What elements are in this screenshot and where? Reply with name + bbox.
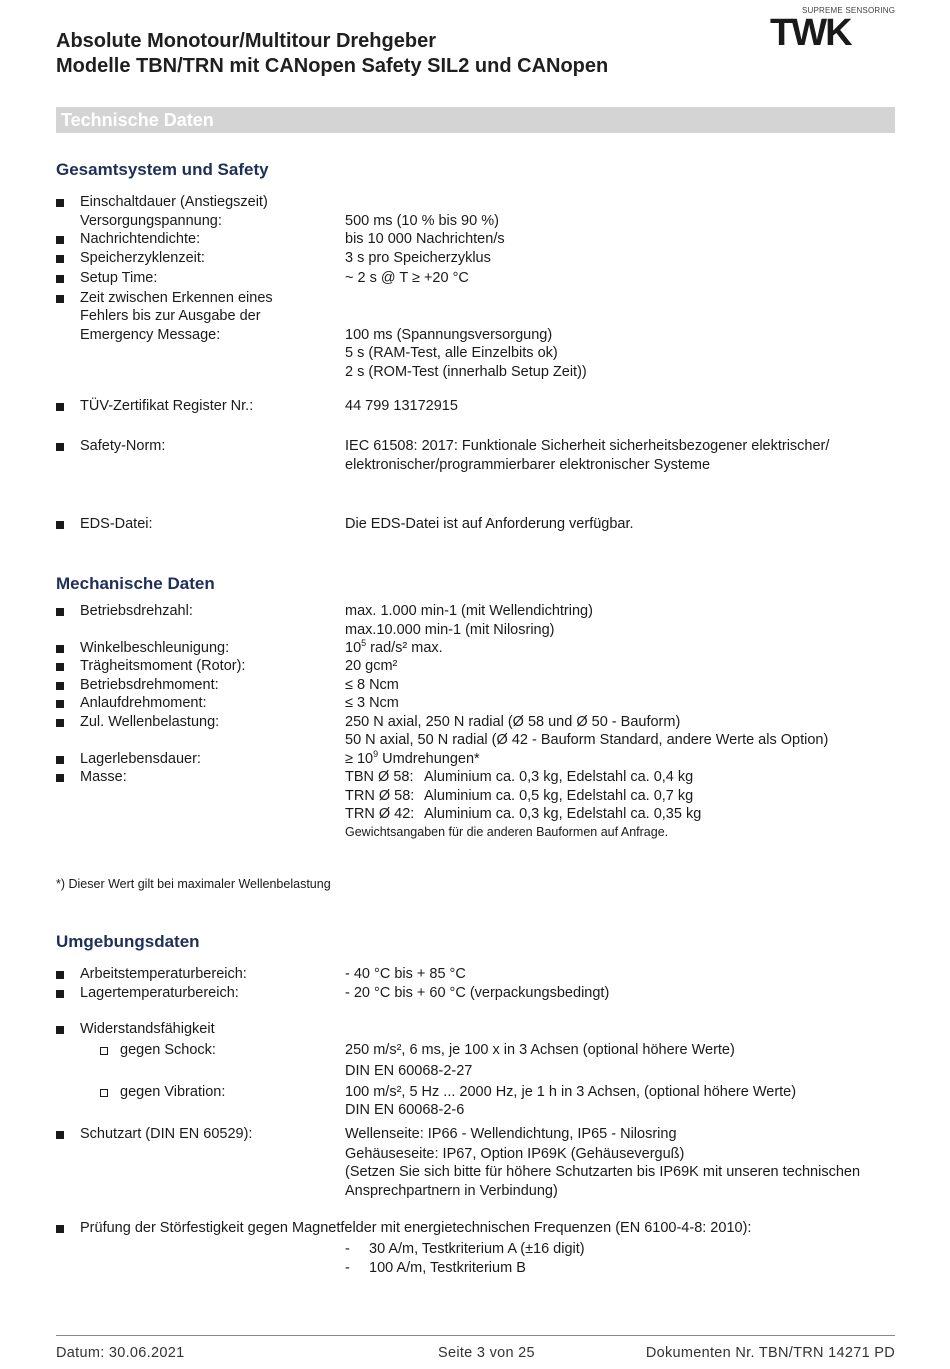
value-vibration-line1: 100 m/s², 5 Hz ... 2000 Hz, je 1 h in 3 Achsen, (optional höhere Werte) (345, 1084, 797, 1100)
bullet-icon (56, 719, 64, 727)
bullet-icon (56, 774, 64, 782)
value-vibration-line2: DIN EN 60068-2-6 (345, 1102, 465, 1118)
value-schutzart-line3: (Setzen Sie sich bitte für höhere Schutzarten bis IP69K mit unseren technischen (345, 1164, 861, 1180)
label-lagertemperatur: Lagertemperaturbereich: (80, 985, 239, 1001)
label-betriebsdrehmoment: Betriebsdrehmoment: (80, 677, 219, 693)
label-speicherzyklenzeit: Speicherzyklenzeit: (80, 250, 205, 266)
value-speicherzyklenzeit: 3 s pro Speicherzyklus (345, 250, 491, 266)
footer-date: Datum: 30.06.2021 (56, 1345, 185, 1361)
value-betriebsdrehzahl-line2: max.10.000 min-1 (mit Nilosring) (345, 622, 555, 638)
logo-text: TWK (770, 14, 851, 48)
document-title-line1: Absolute Monotour/Multitour Drehgeber (56, 30, 436, 52)
bullet-icon (56, 1225, 64, 1233)
masse-model: TRN Ø 42: (345, 806, 415, 822)
label-nachrichtendichte: Nachrichtendichte: (80, 231, 201, 247)
checkbox-square-icon (100, 1089, 108, 1097)
bullet-icon (56, 295, 64, 303)
value-winkelbeschleunigung: $10^5$ rad/s² max. (345, 638, 443, 656)
bullet-icon (56, 663, 64, 671)
label-betriebsdrehzahl: Betriebsdrehzahl: (80, 603, 193, 619)
label-zeit-line1: Zeit zwischen Erkennen eines (80, 290, 273, 306)
label-schutzart: Schutzart (DIN EN 60529): (80, 1126, 253, 1142)
bullet-icon (56, 608, 64, 616)
masse-value: Aluminium ca. 0,3 kg, Edelstahl ca. 0,4 kg (424, 769, 694, 785)
bullet-icon (56, 443, 64, 451)
value-arbeitstemperatur: - 40 °C bis + 85 °C (345, 966, 466, 982)
bullet-icon (56, 255, 64, 263)
heading-mechanische-daten: Mechanische Daten (56, 574, 215, 593)
value-eds: Die EDS-Datei ist auf Anforderung verfügbar. (345, 516, 634, 532)
label-schock: gegen Schock: (120, 1042, 216, 1058)
pruefung-item: 30 A/m, Testkriterium A (±16 digit) (369, 1241, 585, 1257)
label-vibration: gegen Vibration: (120, 1084, 226, 1100)
value-schock-line1: 250 m/s², 6 ms, je 100 x in 3 Achsen (optional höhere Werte) (345, 1042, 735, 1058)
label-pruefung: Prüfung der Störfestigkeit gegen Magnetfelder mit energietechnischen Frequenzen (EN 6100-4-8: 2010): (80, 1220, 752, 1236)
bullet-icon (56, 700, 64, 708)
bullet-icon (56, 1026, 64, 1034)
bullet-icon (56, 236, 64, 244)
footer-document-number: Dokumenten Nr. TBN/TRN 14271 PD (645, 1345, 895, 1361)
bullet-icon (56, 990, 64, 998)
masse-value: Aluminium ca. 0,5 kg, Edelstahl ca. 0,7 kg (424, 788, 694, 804)
value-setup-time: ~ 2 s @ T ≥ +20 °C (345, 270, 469, 286)
label-anlaufdrehmoment: Anlaufdrehmoment: (80, 695, 207, 711)
value-safety-norm-line1: IEC 61508: 2017: Funktionale Sicherheit sicherheitsbezogener elektrischer/ (345, 438, 830, 454)
value-nachrichtendichte: bis 10 000 Nachrichten/s (345, 231, 505, 247)
bullet-icon (56, 682, 64, 690)
label-safety-norm: Safety-Norm: (80, 438, 166, 454)
label-masse: Masse: (80, 769, 127, 785)
label-winkelbeschleunigung: Winkelbeschleunigung: (80, 640, 230, 656)
value-traegheitsmoment: 20 gcm² (345, 658, 398, 674)
value-wellenbelastung-line2: 50 N axial, 50 N radial (Ø 42 - Bauform Standard, andere Werte als Option) (345, 732, 829, 748)
label-versorgungspannung: Versorgungspannung: (80, 213, 222, 229)
section-bar-title: Technische Daten (61, 110, 214, 130)
label-lagerlebensdauer: Lagerlebensdauer: (80, 751, 201, 767)
bullet-icon (56, 521, 64, 529)
bullet-icon (56, 971, 64, 979)
value-betriebsdrehzahl-line1: max. 1.000 min-1 (mit Wellendichtring) (345, 603, 593, 619)
label-zeit-line3: Emergency Message: (80, 327, 221, 343)
bullet-icon (56, 403, 64, 411)
dash-marker: - (345, 1241, 350, 1257)
value-anlaufdrehmoment: ≤ 3 Ncm (345, 695, 399, 711)
value-schock-line2: DIN EN 60068-2-27 (345, 1063, 473, 1079)
bullet-icon (56, 645, 64, 653)
value-zeit-line2: 5 s (RAM-Test, alle Einzelbits ok) (345, 345, 558, 361)
label-traegheitsmoment: Trägheitsmoment (Rotor): (80, 658, 246, 674)
label-setup-time: Setup Time: (80, 270, 158, 286)
masse-model: TRN Ø 58: (345, 788, 415, 804)
dash-marker: - (345, 1260, 350, 1276)
value-einschaltdauer: 500 ms (10 % bis 90 %) (345, 213, 499, 229)
label-einschaltdauer: Einschaltdauer (Anstiegszeit) (80, 194, 268, 210)
label-zeit-line2: Fehlers bis zur Ausgabe der (80, 308, 261, 324)
checkbox-square-icon (100, 1047, 108, 1055)
footer-page-number: Seite 3 von 25 (438, 1345, 535, 1361)
label-wellenbelastung: Zul. Wellenbelastung: (80, 714, 220, 730)
bullet-icon (56, 199, 64, 207)
footer-divider (56, 1335, 895, 1336)
masse-value: Aluminium ca. 0,3 kg, Edelstahl ca. 0,35 kg (424, 806, 702, 822)
heading-gesamtsystem: Gesamtsystem und Safety (56, 160, 269, 179)
value-wellenbelastung-line1: 250 N axial, 250 N radial (Ø 58 und Ø 50 - Bauform) (345, 714, 681, 730)
value-schutzart-line1: Wellenseite: IP66 - Wellendichtung, IP65 - Nilosring (345, 1126, 677, 1142)
bullet-icon (56, 756, 64, 764)
pruefung-item: 100 A/m, Testkriterium B (369, 1260, 526, 1276)
twk-logo (770, 14, 894, 48)
value-schutzart-line2: Gehäuseseite: IP67, Option IP69K (Gehäuseverguß) (345, 1146, 685, 1162)
label-widerstandsfaehigkeit: Widerstandsfähigkeit (80, 1021, 215, 1037)
logo-tagline: SUPREME SENSORING (802, 6, 896, 15)
label-arbeitstemperatur: Arbeitstemperaturbereich: (80, 966, 247, 982)
value-schutzart-line4: Ansprechpartnern in Verbindung) (345, 1183, 558, 1199)
label-eds: EDS-Datei: (80, 516, 153, 532)
value-zeit-line1: 100 ms (Spannungsversorgung) (345, 327, 553, 343)
document-title-line2: Modelle TBN/TRN mit CANopen Safety SIL2 und CANopen (56, 55, 609, 77)
value-safety-norm-line2: elektronischer/programmierbarer elektronischer Systeme (345, 457, 711, 473)
bullet-icon (56, 275, 64, 283)
bullet-icon (56, 1131, 64, 1139)
label-tuev: TÜV-Zertifikat Register Nr.: (80, 398, 254, 414)
value-tuev: 44 799 13172915 (345, 398, 458, 414)
footnote: *) Dieser Wert gilt bei maximaler Wellenbelastung (56, 877, 331, 891)
value-lagertemperatur: - 20 °C bis + 60 °C (verpackungsbedingt) (345, 985, 610, 1001)
masse-model: TBN Ø 58: (345, 769, 414, 785)
value-zeit-line3: 2 s (ROM-Test (innerhalb Setup Zeit)) (345, 364, 587, 380)
value-lagerlebensdauer: ≥ $10^9$ Umdrehungen* (345, 749, 480, 767)
masse-note: Gewichtsangaben für die anderen Bauformen auf Anfrage. (345, 825, 669, 839)
heading-umgebungsdaten: Umgebungsdaten (56, 932, 200, 951)
value-betriebsdrehmoment: ≤ 8 Ncm (345, 677, 399, 693)
